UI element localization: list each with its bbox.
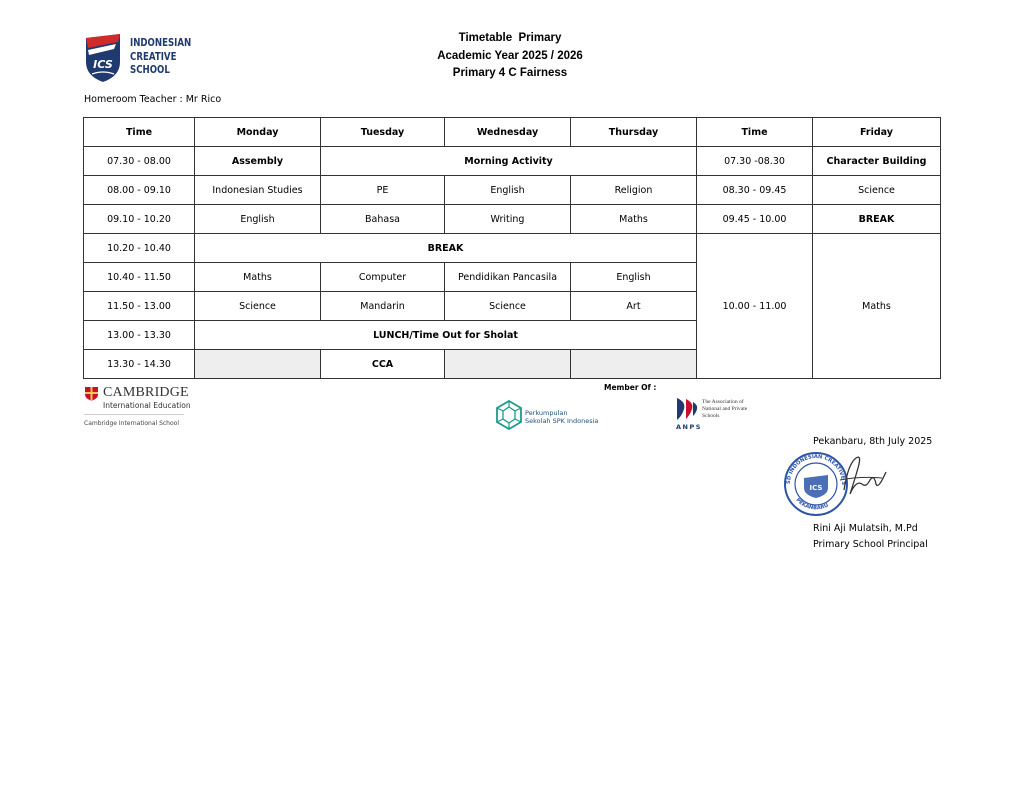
anps-line-2: National and Private — [702, 406, 748, 412]
anps-line-3: Schools — [702, 413, 720, 419]
header-monday: Monday — [195, 118, 321, 147]
monday-cell: Indonesian Studies — [195, 176, 321, 205]
homeroom-teacher: Homeroom Teacher : Mr Rico — [84, 94, 222, 105]
anps-emblem-icon — [674, 396, 700, 422]
thursday-cell: Art — [571, 292, 697, 321]
time-cell: 13.30 - 14.30 — [84, 350, 195, 379]
time-cell: 10.40 - 11.50 — [84, 263, 195, 292]
school-logo — [84, 32, 192, 84]
morning-activity-cell: Morning Activity — [321, 147, 697, 176]
wednesday-cell: Writing — [445, 205, 571, 234]
header-friday-time: Time — [697, 118, 813, 147]
signer-title: Primary School Principal — [813, 538, 928, 550]
friday-time-cell: 10.00 - 11.00 — [697, 234, 813, 379]
tuesday-cell: CCA — [321, 350, 445, 379]
thursday-cell — [571, 350, 697, 379]
monday-cell: Assembly — [195, 147, 321, 176]
svg-text:ICS: ICS — [809, 484, 823, 492]
lunch-cell: LUNCH/Time Out for Sholat — [195, 321, 697, 350]
table-row — [84, 234, 941, 263]
wednesday-cell — [445, 350, 571, 379]
table-header-row — [84, 118, 941, 147]
time-cell: 13.00 - 13.30 — [84, 321, 195, 350]
cambridge-logo — [84, 385, 194, 431]
break-cell: BREAK — [195, 234, 697, 263]
school-logo-text: INDONESIAN CREATIVE SCHOOL — [130, 37, 192, 76]
header-time: Time — [84, 118, 195, 147]
svg-text:SD INDONESIAN CREATIVE SCHOOL: SD INDONESIAN CREATIVE S — [785, 453, 847, 486]
tuesday-cell: Mandarin — [321, 292, 445, 321]
spk-logo-text — [525, 409, 598, 425]
seal-and-signature-icon — [782, 450, 892, 518]
monday-cell: Maths — [195, 263, 321, 292]
header-tuesday: Tuesday — [321, 118, 445, 147]
cambridge-school-label: Cambridge International School — [84, 420, 179, 427]
friday-cell: Science — [813, 176, 941, 205]
monday-cell: Science — [195, 292, 321, 321]
timetable — [83, 117, 941, 379]
spk-line-1: Perkumpulan — [525, 409, 568, 417]
table-row — [84, 176, 941, 205]
cambridge-subtitle: International Education — [103, 401, 191, 410]
spk-line-2: Sekolah SPK Indonesia — [525, 417, 599, 425]
time-cell: 08.00 - 09.10 — [84, 176, 195, 205]
svg-text:ICS: ICS — [93, 58, 113, 71]
school-crest-icon — [84, 32, 126, 84]
title-line-2: Academic Year 2025 / 2026 — [437, 49, 583, 62]
page-title — [350, 30, 670, 83]
header-friday: Friday — [813, 118, 941, 147]
member-of-label: Member Of : — [604, 383, 657, 392]
monday-cell: English — [195, 205, 321, 234]
friday-time-cell: 09.45 - 10.00 — [697, 205, 813, 234]
spk-logo — [495, 400, 605, 432]
tuesday-cell: Computer — [321, 263, 445, 292]
cambridge-shield-icon — [84, 386, 99, 401]
monday-cell — [195, 350, 321, 379]
anps-logo — [674, 396, 764, 432]
time-cell: 09.10 - 10.20 — [84, 205, 195, 234]
friday-cell: Character Building — [813, 147, 941, 176]
signer-name: Rini Aji Mulatsih, M.Pd — [813, 523, 918, 534]
time-cell: 07.30 - 08.00 — [84, 147, 195, 176]
title-line-1: Timetable Primary — [458, 32, 562, 44]
cambridge-wordmark: CAMBRIDGE — [103, 385, 189, 400]
school-seal-stamp — [782, 450, 892, 518]
header-wednesday: Wednesday — [445, 118, 571, 147]
thursday-cell: English — [571, 263, 697, 292]
anps-logo-text — [702, 399, 747, 420]
header-thursday: Thursday — [571, 118, 697, 147]
tuesday-cell: PE — [321, 176, 445, 205]
friday-time-cell: 08.30 - 09.45 — [697, 176, 813, 205]
anps-abbreviation: ANPS — [676, 423, 702, 431]
thursday-cell: Religion — [571, 176, 697, 205]
time-cell: 10.20 - 10.40 — [84, 234, 195, 263]
table-row — [84, 147, 941, 176]
wednesday-cell: Pendidikan Pancasila — [445, 263, 571, 292]
table-row — [84, 205, 941, 234]
wednesday-cell: Science — [445, 292, 571, 321]
thursday-cell: Maths — [571, 205, 697, 234]
signatory — [813, 521, 928, 552]
friday-time-cell: 07.30 -08.30 — [697, 147, 813, 176]
svg-text:PEKANBARU: PEKANBARU — [794, 497, 830, 512]
time-cell: 11.50 - 13.00 — [84, 292, 195, 321]
friday-cell: Maths — [813, 234, 941, 379]
cambridge-divider — [84, 414, 184, 415]
friday-cell: BREAK — [813, 205, 941, 234]
tuesday-cell: Bahasa — [321, 205, 445, 234]
spk-polyhedron-icon — [495, 400, 523, 430]
place-date: Pekanbaru, 8th July 2025 — [813, 436, 933, 447]
title-line-3: Primary 4 C Fairness — [452, 67, 568, 79]
wednesday-cell: English — [445, 176, 571, 205]
anps-line-1: The Association of — [702, 399, 744, 405]
